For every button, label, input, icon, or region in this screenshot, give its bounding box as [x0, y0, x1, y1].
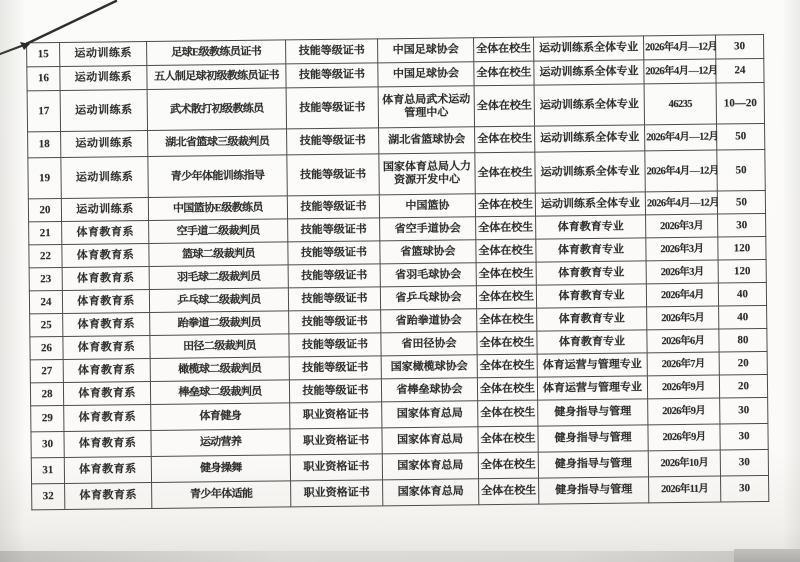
cell-type: 职业资格证书 [291, 480, 383, 507]
cell-no: 21 [29, 221, 62, 244]
cell-cert: 青少年体能训练指导 [148, 155, 287, 198]
cell-no: 23 [29, 267, 62, 290]
cell-no: 20 [28, 198, 61, 221]
cell-major: 体育教育专业 [536, 238, 646, 262]
cell-time: 2026年4月—12月 [645, 150, 717, 192]
cell-cert: 体育健身 [151, 403, 290, 431]
cell-time: 2026年4月—12月 [644, 35, 716, 60]
cell-major: 运动训练系全体专业 [535, 125, 645, 152]
cell-dept: 运动训练系 [60, 89, 147, 131]
cell-org: 国家体育总局 [382, 453, 478, 480]
cell-org: 中国足球协会 [378, 62, 474, 87]
cell-cert: 橄榄球二级裁判员 [150, 357, 289, 382]
cell-no: 18 [28, 131, 61, 157]
cell-count: 120 [718, 236, 766, 260]
cell-cert: 湖北省篮球三级裁判员 [148, 129, 287, 157]
cell-count: 30 [721, 475, 769, 502]
cell-org: 省乒乓球协会 [380, 286, 476, 310]
cell-time: 2026年9月 [647, 375, 719, 399]
cell-no: 31 [31, 457, 64, 483]
cell-cert: 乒乓球二级裁判员 [149, 288, 288, 313]
cell-target: 全体在校生 [476, 262, 536, 286]
cell-type: 技能等级证书 [286, 87, 378, 129]
cell-time: 2026年3月 [646, 260, 718, 284]
cell-type: 技能等级证书 [289, 310, 381, 334]
cell-major: 体育教育专业 [537, 330, 647, 354]
cell-dept: 体育教育系 [62, 266, 149, 290]
cell-target: 全体在校生 [475, 193, 535, 217]
cell-major: 运动训练系全体专业 [535, 151, 645, 193]
cell-no: 24 [29, 290, 62, 313]
cell-no: 15 [27, 42, 60, 66]
cell-dept: 体育教育系 [65, 482, 152, 509]
left-edge-shadow [0, 0, 26, 562]
cell-dept: 体育教育系 [64, 430, 151, 457]
cell-major: 体育教育专业 [536, 261, 646, 285]
cell-target: 全体在校生 [475, 126, 535, 153]
cell-org: 省跆拳道协会 [381, 309, 477, 333]
cell-time: 2026年4月—12月 [644, 59, 716, 84]
cell-count: 120 [718, 259, 766, 283]
cell-major: 健身指导与管理 [539, 477, 649, 504]
cell-target: 全体在校生 [476, 285, 536, 309]
cell-count: 40 [719, 305, 767, 329]
cell-major: 运动训练系全体专业 [534, 84, 644, 126]
cell-no: 22 [29, 244, 62, 267]
cell-target: 全体在校生 [477, 331, 537, 355]
cell-dept: 体育教育系 [63, 358, 150, 382]
cell-type: 技能等级证书 [288, 241, 380, 265]
cell-dept: 体育教育系 [63, 335, 150, 359]
cell-type: 职业资格证书 [290, 428, 382, 455]
cell-cert: 武术散打初级教练员 [147, 88, 286, 131]
cell-no: 28 [30, 382, 63, 405]
cell-count: 10—20 [716, 82, 764, 124]
cell-major: 健身指导与管理 [538, 399, 648, 426]
cell-no: 19 [28, 157, 61, 198]
cell-org: 省田径协会 [381, 332, 477, 356]
pen-stroke-artifact [0, 0, 140, 62]
cell-type: 技能等级证书 [288, 264, 380, 288]
certificate-rows [27, 34, 769, 509]
cell-org: 省空手道协会 [380, 217, 476, 241]
cell-time: 46235 [644, 83, 716, 125]
cell-type: 技能等级证书 [289, 379, 381, 403]
cell-time: 2026年6月 [647, 329, 719, 353]
cell-org: 省羽毛球协会 [380, 263, 476, 287]
cell-major: 运动训练系全体专业 [534, 36, 644, 61]
cell-cert: 篮球二级裁判员 [149, 242, 288, 267]
cell-target: 全体在校生 [478, 400, 538, 427]
cell-type: 技能等级证书 [287, 195, 379, 219]
cell-no: 30 [31, 431, 64, 457]
cell-cert: 羽毛球二级裁判员 [149, 265, 288, 290]
cell-no: 32 [32, 483, 65, 509]
cell-org: 国家体育总局人力资源开发中心 [379, 153, 475, 195]
cell-cert: 青少年体适能 [152, 481, 291, 509]
cell-count: 30 [720, 397, 768, 424]
cell-major: 体育运营与管理专业 [537, 353, 647, 377]
cell-count: 30 [716, 34, 764, 59]
cell-target: 全体在校生 [474, 85, 534, 127]
cell-major: 体育教育专业 [536, 215, 646, 239]
cell-no: 17 [27, 90, 60, 131]
cell-target: 全体在校生 [477, 377, 537, 401]
cell-count: 30 [720, 423, 768, 450]
cell-time: 2026年11月 [649, 476, 721, 503]
cell-no: 29 [31, 405, 64, 431]
cell-major: 健身指导与管理 [538, 425, 648, 452]
cell-dept: 体育教育系 [62, 220, 149, 244]
cell-cert: 中国篮协E级教练员 [148, 196, 287, 221]
cell-target: 全体在校生 [477, 308, 537, 332]
cell-dept: 体育教育系 [62, 243, 149, 267]
cell-cert: 健身操舞 [151, 455, 290, 483]
cell-dept: 体育教育系 [64, 404, 151, 431]
cell-cert: 田径二级裁判员 [150, 334, 289, 359]
cell-major: 体育运营与管理专业 [537, 376, 647, 400]
cell-dept: 体育教育系 [64, 456, 151, 483]
cell-type: 职业资格证书 [290, 402, 382, 429]
cell-count: 24 [716, 58, 764, 83]
cell-count: 50 [717, 190, 765, 214]
cell-time: 2026年3月 [646, 237, 718, 261]
right-edge-shadow [782, 0, 800, 562]
cell-no: 26 [30, 336, 63, 359]
cell-target: 全体在校生 [477, 354, 537, 378]
cell-time: 2026年4月—12月 [645, 191, 717, 215]
cell-major: 健身指导与管理 [538, 451, 648, 478]
cell-no: 25 [30, 313, 63, 336]
cell-no: 27 [30, 359, 63, 382]
cell-target: 全体在校生 [476, 239, 536, 263]
cell-dept: 体育教育系 [63, 312, 150, 336]
cell-dept: 运动训练系 [60, 65, 147, 90]
cell-count: 80 [719, 328, 767, 352]
cell-dept: 运动训练系 [61, 130, 148, 157]
cell-org: 国家橄榄球协会 [381, 355, 477, 379]
cell-target: 全体在校生 [479, 478, 539, 505]
cell-target: 全体在校生 [478, 426, 538, 453]
cell-type: 技能等级证书 [289, 356, 381, 380]
cell-cert: 运动营养 [151, 429, 290, 457]
cell-type: 技能等级证书 [288, 218, 380, 242]
cell-major: 体育教育专业 [536, 284, 646, 308]
cell-dept: 运动训练系 [61, 156, 148, 198]
cell-dept: 体育教育系 [63, 381, 150, 405]
cell-org: 省篮球协会 [380, 240, 476, 264]
cell-time: 2026年4月—12月 [645, 124, 717, 151]
cell-target: 全体在校生 [474, 61, 534, 86]
cell-major: 体育教育专业 [537, 307, 647, 331]
bottom-scan-shadow [0, 551, 800, 562]
cell-org: 省棒垒球协会 [381, 378, 477, 402]
cell-time: 2026年4月 [646, 283, 718, 307]
cell-target: 全体在校生 [476, 216, 536, 240]
cell-time: 2026年9月 [648, 424, 720, 451]
table-wrapper [26, 34, 768, 510]
cell-type: 技能等级证书 [287, 154, 379, 196]
cell-dept: 运动训练系 [61, 197, 148, 221]
cell-time: 2026年9月 [648, 398, 720, 425]
cell-count: 50 [717, 123, 765, 150]
cell-org: 国家体育总局 [382, 401, 478, 428]
cell-time: 2026年3月 [646, 214, 718, 238]
cell-major: 运动训练系全体专业 [535, 192, 645, 216]
cell-org: 国家体育总局 [382, 427, 478, 454]
cell-type: 技能等级证书 [289, 333, 381, 357]
cell-type: 职业资格证书 [290, 454, 382, 481]
cell-org: 湖北省篮球协会 [379, 127, 475, 154]
cell-type: 技能等级证书 [287, 128, 379, 155]
corner-scan-artifact [734, 549, 800, 562]
cell-time: 2026年10月 [648, 450, 720, 477]
cell-target: 全体在校生 [474, 37, 534, 62]
cell-count: 20 [719, 351, 767, 375]
cell-major: 运动训练系全体专业 [534, 60, 644, 85]
cell-cert: 跆拳道二级裁判员 [150, 311, 289, 336]
cell-org: 体育总局武术运动管理中心 [378, 86, 474, 128]
cell-cert: 足球E级教练员证书 [147, 40, 286, 66]
cell-no: 16 [27, 66, 60, 90]
cell-target: 全体在校生 [475, 152, 535, 194]
cell-count: 30 [720, 449, 768, 476]
cell-count: 50 [717, 149, 765, 191]
cell-cert: 空手道二级裁判员 [149, 219, 288, 244]
cell-count: 30 [718, 213, 766, 237]
cell-target: 全体在校生 [478, 452, 538, 479]
cell-org: 国家体育总局 [383, 479, 479, 506]
cell-type: 技能等级证书 [286, 63, 378, 88]
cell-time: 2026年5月 [647, 306, 719, 330]
cell-type: 技能等级证书 [286, 39, 378, 64]
cell-type: 技能等级证书 [288, 287, 380, 311]
cell-org: 中国足球协会 [378, 38, 474, 63]
cell-cert: 棒垒球二级裁判员 [150, 380, 289, 405]
cell-dept: 体育教育系 [62, 289, 149, 313]
cell-count: 40 [718, 282, 766, 306]
cell-cert: 五人制足球初级教练员证书 [147, 64, 286, 90]
cell-dept: 运动训练系 [60, 41, 147, 66]
cell-org: 中国篮协 [379, 194, 475, 218]
cell-time: 2026年7月 [647, 352, 719, 376]
certificate-schedule-table [26, 34, 769, 510]
cell-count: 20 [719, 374, 767, 398]
